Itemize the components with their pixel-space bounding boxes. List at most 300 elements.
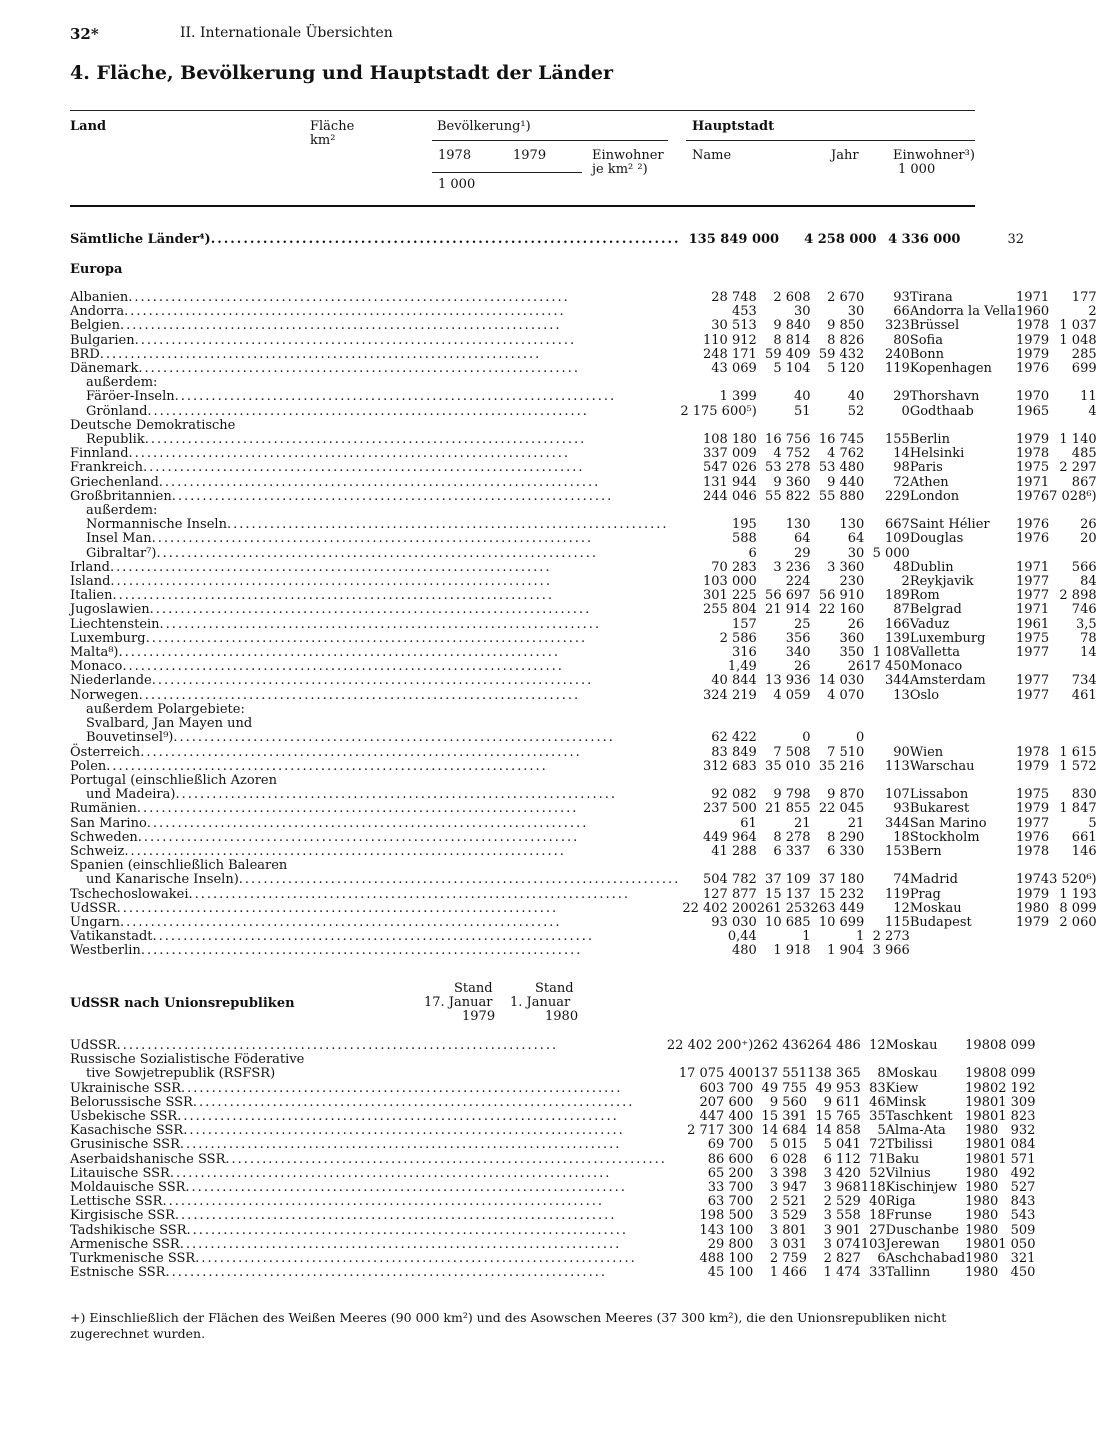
europa-row [70,461,1097,475]
year-cell [965,1053,998,1067]
density-cell: 12 [893,900,910,916]
density-cell: 17 450 [864,659,910,675]
capital-pop-cell: 2 898 [1059,588,1097,604]
europa-row [70,433,1097,447]
pop-1978-cell: 6 337 [773,843,811,859]
country-name: Gibraltar⁷) [86,545,157,561]
capital-pop-cell: 285 [1071,346,1097,362]
density-cell: 80 [893,332,910,348]
country-cell [70,547,680,561]
pop-1978-cell: 29 [794,545,811,561]
capital-cell: Douglas [909,531,964,547]
stand-a-3: 1979 [462,1009,496,1024]
year-cell [1016,944,1049,958]
country-cell [70,575,680,589]
country-name: Dänemark [70,361,139,377]
europa-row [70,319,1097,333]
europa-row [70,305,1097,319]
country-cell [70,1181,667,1195]
udssr-row [70,1053,1035,1067]
section-title: II. Internationale Übersichten [180,25,393,41]
country-cell [70,433,680,447]
country-cell [70,348,680,362]
country-cell [70,1096,667,1110]
area-cell: 1,49 [727,659,757,675]
pop-1979-cell: 26 [847,659,865,675]
pop-1979-cell: 15 765 [815,1109,861,1125]
capital-pop-cell: 1 193 [1059,886,1097,902]
europa-row [70,873,1097,887]
col-hauptstadt-header: Hauptstadt [692,119,775,134]
stand-b-3: 1980 [545,1009,579,1024]
country-name: Insel Man [86,531,152,547]
col-name: Name [692,148,732,163]
pop-1978-cell: 3 529 [769,1208,808,1224]
year-cell: 1975 [1016,787,1050,803]
country-name: Bouvetinsel⁹) [86,730,174,746]
area-cell: 547 026 [703,460,757,476]
country-cell [70,817,680,831]
country-name: Norwegen [70,687,139,703]
country-cell [70,1153,667,1167]
area-cell: 61 [740,815,757,831]
pop-1979-cell: 6 112 [823,1151,861,1167]
area-cell: 63 700 [707,1194,754,1210]
capital-cell: Moskau [909,900,962,916]
density-cell [864,859,910,873]
col-1979: 1979 [513,148,547,163]
udssr-row [70,1181,1035,1195]
country-name: Tschechoslowakei [70,886,189,902]
europa-row [70,944,1097,958]
density-cell: 155 [884,432,910,448]
capital-pop-cell: 1 084 [998,1137,1036,1153]
capital-pop-cell: 543 [1010,1208,1036,1224]
europa-row [70,490,1097,504]
country-name: Estnische SSR [70,1265,166,1281]
header-bottom-rule [70,205,975,207]
area-cell: 237 500 [703,801,757,817]
country-cell [70,419,680,433]
capital-pop-cell [1049,717,1097,731]
year-cell: 1960 [1016,304,1050,320]
capital-cell: Thorshavn [909,389,980,405]
country-name: Österreich [70,744,141,760]
year-cell [1016,504,1049,518]
pop-1978-cell: 261 253 [756,900,811,916]
udssr-row [70,1067,1035,1081]
year-cell: 1961 [1016,616,1050,632]
pop-1979-cell: 3 074 [823,1236,861,1252]
pop-1979-cell: 35 216 [818,758,865,774]
capital-cell: Tirana [909,290,953,305]
capital-cell: Warschau [909,758,975,774]
capital-pop-cell: 4 [1088,403,1097,419]
country-name: Ukrainische SSR [70,1080,182,1096]
pop-1978-cell: 2 759 [769,1251,808,1267]
density-cell: 119 [884,886,910,902]
pop-1978-cell: 37 109 [765,872,811,888]
capital-pop-cell [1049,376,1097,390]
europa-row [70,774,1097,788]
year-cell: 1980 [965,1265,999,1281]
capital-cell: Moskau [885,1038,938,1053]
capital-pop-cell: 843 [1010,1194,1036,1210]
capital-cell: London [909,488,960,504]
pop-1978-cell: 137 551 [753,1066,808,1082]
pop-1978-cell: 15 391 [761,1109,808,1125]
country-name: Belgien [70,318,120,334]
density-cell: 14 [893,446,910,462]
pop-1978-cell: 5 104 [773,361,811,377]
col-einwohner-km2-unit: je km² ²) [592,162,648,177]
density-cell: 87 [893,602,910,618]
capital-cell: Amsterdam [909,673,986,689]
country-cell [70,788,680,802]
udssr-row [70,1252,1035,1266]
year-cell: 1979 [1016,346,1050,362]
pop-1979-cell: 3 558 [823,1208,861,1224]
pop-1978-cell: 4 059 [773,687,811,703]
capital-pop-cell: 1 572 [1059,758,1097,774]
europa-row [70,760,1097,774]
pop-1978-cell: 3 947 [769,1180,808,1196]
density-cell: 153 [884,843,910,859]
capital-cell [910,930,1016,944]
density-cell: 189 [884,588,910,604]
capital-pop-cell: 1 571 [998,1151,1036,1167]
area-cell [680,419,756,433]
europa-row [70,717,1097,731]
stand-b-1: Stand [535,981,574,996]
capital-cell: Alma-Ata [885,1123,946,1139]
country-cell [70,1224,667,1238]
density-cell [864,504,910,518]
capital-pop-cell: 5 [1088,815,1097,831]
pop-1978-cell: 51 [794,403,811,419]
pop-1979-cell: 3 420 [823,1165,861,1181]
density-cell: 12 [869,1038,886,1053]
country-cell [70,717,680,731]
capital-pop-cell: 734 [1071,673,1097,689]
capital-pop-cell: 830 [1071,787,1097,803]
pop-1978-cell: 21 [794,815,811,831]
year-cell: 1978 [1016,446,1050,462]
pop-1979-cell: 56 910 [818,588,865,604]
pop-1978-cell: 3 801 [769,1222,808,1238]
europa-row [70,504,1097,518]
pop-1978-cell: 15 137 [765,886,811,902]
capital-cell: Bonn [909,346,944,362]
pop-1979-cell: 53 480 [818,460,865,476]
pop-1978-cell: 340 [785,645,811,661]
europa-row [70,518,1097,532]
udssr-row [70,1110,1035,1124]
pop-1979-cell: 5 041 [823,1137,861,1153]
capital-cell [886,1053,966,1067]
density-cell: 240 [884,346,910,362]
density-cell [864,774,910,788]
year-cell: 1977 [1016,687,1050,703]
pop-1979-cell: 6 330 [827,843,865,859]
capital-cell: Duschanbe [885,1222,959,1238]
capital-cell: Budapest [909,914,972,930]
area-cell [680,703,756,717]
area-cell: 337 009 [703,446,757,462]
pop-1978-cell [757,376,811,390]
country-cell [70,660,680,674]
year-cell: 1979 [1016,801,1050,817]
country-name: Ungarn [70,914,120,930]
country-cell [70,319,680,333]
capital-cell: Frunse [885,1208,932,1224]
density-cell: 166 [884,616,910,632]
capital-pop-cell: 7 028⁶) [1049,488,1097,504]
capital-pop-cell: 2 [1088,304,1097,320]
year-cell: 1971 [1016,290,1050,305]
capital-cell: Dublin [909,559,954,575]
capital-pop-cell: 20 [1080,531,1097,547]
pop-1978-cell: 59 409 [765,346,811,362]
density-cell: 71 [869,1151,886,1167]
europa-row [70,547,1097,561]
capital-cell: Brüssel [909,318,960,334]
area-cell: 28 748 [711,290,757,305]
europa-row [70,703,1097,717]
country-name: Finnland [70,446,129,462]
country-name: außerdem Polargebiete: [86,701,245,717]
country-cell [70,731,680,745]
year-cell: 1971 [1016,559,1050,575]
pop-1979-cell: 9 850 [827,318,865,334]
udssr-row [70,1224,1035,1238]
europa-row [70,390,1097,404]
pop-1978-cell: 224 [785,574,811,590]
europa-row [70,362,1097,376]
udssr-row [70,1153,1035,1167]
area-cell: 143 100 [699,1222,754,1238]
country-name: Luxemburg [70,630,146,646]
capital-pop-cell: 2 060 [1059,914,1097,930]
pop-1978-cell [753,1053,807,1067]
pop-1979-cell: 14 030 [818,673,865,689]
pop-1979-cell: 9 440 [827,474,865,490]
area-cell: 453 [731,304,757,320]
area-cell: 2 586 [719,630,757,646]
europa-row [70,476,1097,490]
udssr-row [70,1195,1035,1209]
area-cell: 103 000 [703,574,757,590]
country-cell [70,504,680,518]
pop-1979-cell: 5 120 [827,361,865,377]
europa-row [70,646,1097,660]
pop-1978-cell: 13 936 [765,673,811,689]
country-cell [70,490,680,504]
capital-cell: Lissabon [909,787,969,803]
area-cell: 127 877 [703,886,757,902]
country-cell [70,376,680,390]
year-cell [1016,717,1049,731]
pop-1979-cell: 15 232 [818,886,865,902]
area-cell: 22 402 200 [682,900,757,916]
hauptstadt-underline [686,140,975,141]
europa-heading: Europa [70,262,123,277]
country-name: Usbekische SSR [70,1109,178,1125]
capital-pop-cell: 1 823 [998,1109,1036,1125]
pop-1979-cell [811,703,865,717]
capital-cell: Andorra la Vella [909,304,1017,320]
country-name: San Marino [70,815,147,831]
area-cell: 2 175 600⁵) [680,403,757,419]
country-name: Vatikanstadt [70,929,153,945]
europa-row [70,930,1097,944]
year-cell: 1978 [1016,744,1050,760]
density-cell: 72 [893,474,910,490]
country-cell [70,689,680,703]
density-cell: 6 [877,1251,886,1267]
year-cell: 1976 [1016,488,1050,504]
pop-1978-cell: 9 840 [773,318,811,334]
density-cell [861,1053,886,1067]
area-cell: 30 513 [711,318,757,334]
pop-1978-cell: 6 028 [769,1151,808,1167]
country-cell [70,930,680,944]
europa-row [70,916,1097,930]
capital-cell: Reykjavik [909,574,974,590]
unit-rule [432,172,582,173]
density-cell: 3 966 [872,943,910,959]
udssr-row [70,1039,1035,1053]
density-cell: 323 [884,318,910,334]
country-cell [70,845,680,859]
year-cell: 1971 [1016,602,1050,618]
capital-cell: Godthaab [909,403,974,419]
country-name: Andorra [70,304,125,320]
year-cell: 1970 [1016,389,1050,405]
header-top-rule [70,110,975,111]
year-cell: 1979 [1016,332,1050,348]
area-cell: 588 [731,531,757,547]
density-cell: 52 [869,1165,886,1181]
pop-1979-cell: 40 [847,389,865,405]
country-name: Aserbaidshanische SSR [70,1151,226,1167]
area-cell: 65 200 [707,1165,754,1181]
pop-1979-cell: 2 827 [823,1251,861,1267]
col-einwohner-km2: Einwohner [592,148,664,163]
country-name: Schweden [70,829,138,845]
country-cell [70,405,680,419]
density-cell: 90 [893,744,910,760]
country-cell [70,334,680,348]
density-cell: 5 000 [872,545,910,561]
capital-pop-cell: 661 [1071,829,1097,845]
density-cell: 103 [860,1236,886,1252]
europa-row [70,888,1097,902]
pop-1979-cell: 1 [856,929,865,945]
year-cell: 1976 [1016,829,1050,845]
year-cell: 1965 [1016,403,1050,419]
europa-row [70,802,1097,816]
country-name: Albanien [70,290,129,305]
density-cell: 107 [884,787,910,803]
capital-cell: Paris [909,460,943,476]
area-cell: 86 600 [707,1151,754,1167]
europa-row [70,831,1097,845]
capital-cell [910,731,1016,745]
capital-cell [910,703,1016,717]
area-cell [680,504,756,518]
col-1000: 1 000 [438,177,476,192]
pop-1978-cell: 35 010 [765,758,811,774]
area-cell [680,376,756,390]
capital-pop-cell [1049,731,1097,745]
capital-cell: Belgrad [909,602,962,618]
area-cell: 488 100 [699,1251,754,1267]
pop-1978-cell: 1 466 [769,1265,808,1281]
area-cell: 83 849 [711,744,757,760]
capital-pop-cell: 566 [1071,559,1097,575]
capital-pop-cell: 867 [1071,474,1097,490]
density-cell: 344 [884,673,910,689]
capital-pop-cell: 527 [1010,1180,1036,1196]
pop-1978-cell: 356 [785,630,811,646]
udssr-heading: UdSSR nach Unionsrepubliken [70,996,295,1011]
country-name: Bulgarien [70,332,135,348]
pop-1978-cell: 56 697 [765,588,811,604]
country-name: Belorussische SSR [70,1094,193,1110]
pop-1978-cell: 9 560 [769,1094,808,1110]
capital-cell: Prag [909,886,941,902]
country-name: BRD [70,346,100,362]
pop-1979-cell: 138 365 [807,1066,861,1082]
country-name: Schweiz [70,843,125,859]
density-cell: 48 [893,559,910,575]
area-cell: 70 283 [711,559,757,575]
density-cell [864,419,910,433]
density-cell: 118 [860,1180,886,1196]
capital-cell [910,774,1016,788]
country-cell [70,674,680,688]
capital-pop-cell: 509 [1010,1222,1036,1238]
udssr-row [70,1138,1035,1152]
capital-cell [910,944,1016,958]
density-cell: 33 [869,1265,886,1281]
year-cell: 1978 [1016,318,1050,334]
pop-1979-cell: 8 290 [827,829,865,845]
pop-1978-cell: 16 756 [765,432,811,448]
capital-pop-cell: 8 099 [998,1038,1036,1053]
area-cell [680,859,756,873]
country-name: Griechenland [70,474,159,490]
pop-1979-cell: 22 045 [818,801,865,817]
capital-pop-cell: 177 [1071,290,1097,305]
area-cell: 198 500 [699,1208,754,1224]
year-cell: 1980 [965,1251,999,1267]
area-cell [680,774,756,788]
pop-1979-cell [811,419,865,433]
country-name: Monaco [70,659,123,675]
year-cell: 1980 [1016,900,1050,916]
area-cell: 41 288 [711,843,757,859]
country-name: Grusinische SSR [70,1137,180,1153]
area-cell: 108 180 [703,432,757,448]
pop-1979-cell: 55 880 [818,488,865,504]
page-number: 32* [70,25,99,43]
pop-1979-cell: 3 360 [827,559,865,575]
year-cell: 1976 [1016,531,1050,547]
density-cell: 8 [877,1066,886,1082]
capital-cell: Riga [885,1194,916,1210]
